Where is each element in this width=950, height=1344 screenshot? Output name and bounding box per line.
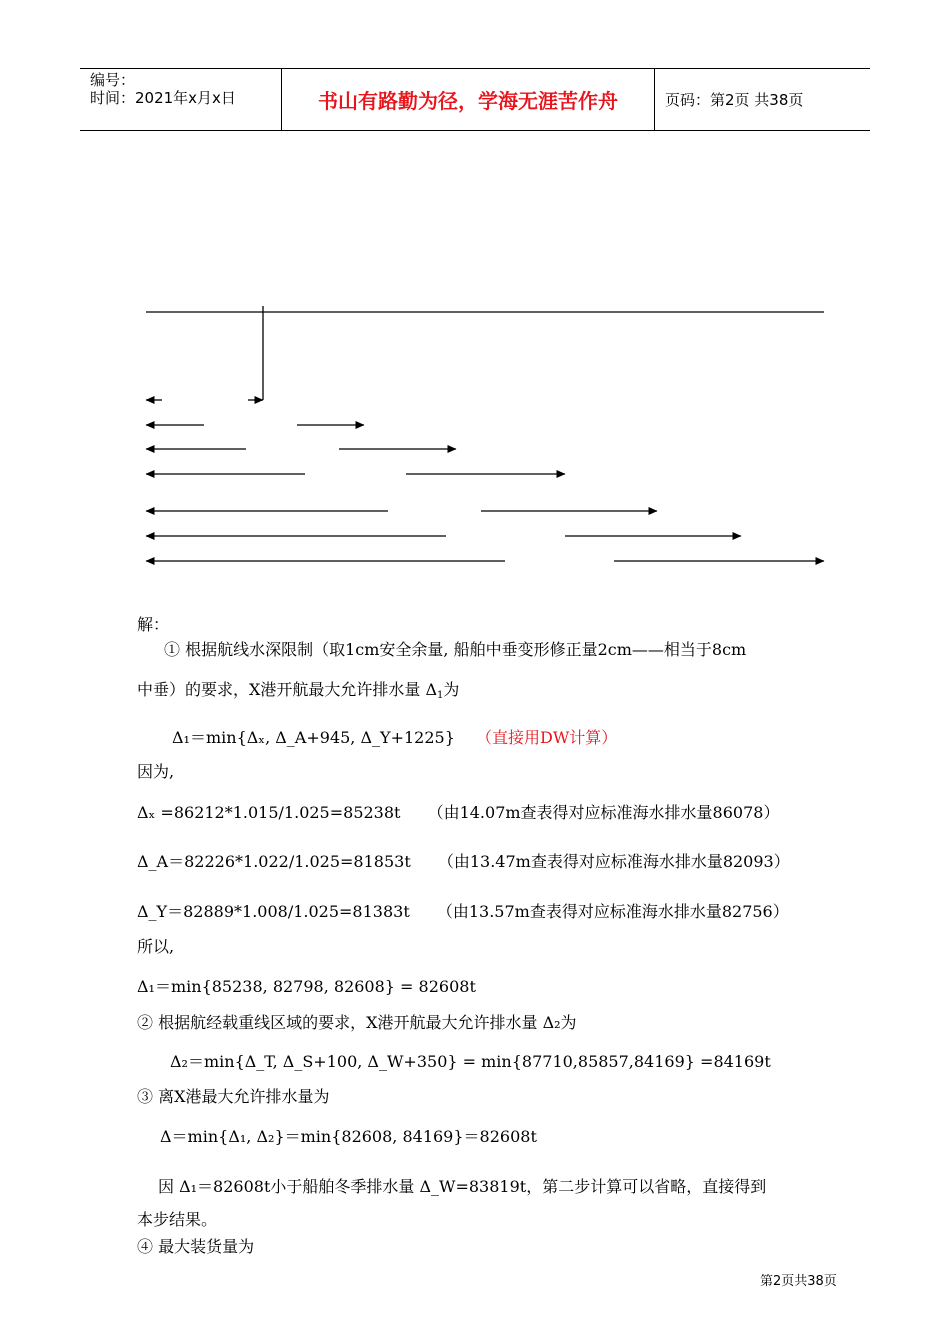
because-label: 因为, [137, 762, 175, 781]
item1-line2: 中垂）的要求，X港开航最大允许排水量 $\Delta_1$为 [137, 680, 460, 701]
dy-line [137, 902, 789, 922]
formula1-note: （直接用DW计算） [476, 728, 618, 747]
item1-line1: ① 根据航线水深限制（取1cm安全余量, 船舶中垂变形修正量2cm——相当于8cm [164, 640, 747, 659]
conclusion-line2: 本步结果。 [137, 1210, 218, 1229]
formula1 [172, 728, 617, 748]
da-formula: Δ_A＝82226*1.022/1.025=81853t [137, 852, 411, 871]
serial-label: 编号： [90, 71, 136, 89]
formula2: Δ₂＝min{Δ_T, Δ_S+100, Δ_W+350} = min{87710,85857,84169} =84169t [170, 1052, 771, 1071]
therefore-label: 所以, [137, 937, 175, 956]
item3: ③ 离X港最大允许排水量为 [137, 1087, 330, 1106]
motto: 书山有路勤为径，学海无涯苦作舟 [318, 89, 618, 113]
dx-line [137, 803, 779, 823]
formula3: Δ＝min{Δ₁, Δ₂}＝min{82608, 84169}＝82608t [160, 1127, 537, 1146]
conclusion-line1: 因 Δ₁＝82608t小于船舶冬季排水量 Δ_W=83819t，第二步计算可以省略，直接得到 [158, 1177, 767, 1196]
dy-formula: Δ_Y＝82889*1.008/1.025=81383t [137, 902, 410, 921]
dx-note: （由14.07m查表得对应标准海水排水量86078） [427, 803, 780, 822]
formula1-expr: Δ₁＝min{Δₓ, Δ_A+945, Δ_Y+1225} [172, 728, 455, 747]
da-line [137, 852, 790, 872]
page-label: 页码：第2页 共38页 [665, 91, 804, 109]
arrow-diagram [0, 0, 950, 600]
item2: ② 根据航经载重线区域的要求，X港开航最大允许排水量 Δ₂为 [137, 1013, 577, 1032]
page-footer: 第2页共38页 [760, 1274, 837, 1289]
dy-note: （由13.57m查表得对应标准海水排水量82756） [436, 902, 789, 921]
da-note: （由13.47m查表得对应标准海水排水量82093） [437, 852, 790, 871]
item4: ④ 最大装货量为 [137, 1237, 255, 1256]
result1: Δ₁＝min{85238, 82798, 82608} = 82608t [137, 977, 476, 996]
date-label: 时间：2021年x月x日 [90, 89, 236, 107]
dx-formula: Δₓ =86212*1.015/1.025=85238t [137, 803, 401, 822]
solution-label: 解： [137, 615, 170, 634]
